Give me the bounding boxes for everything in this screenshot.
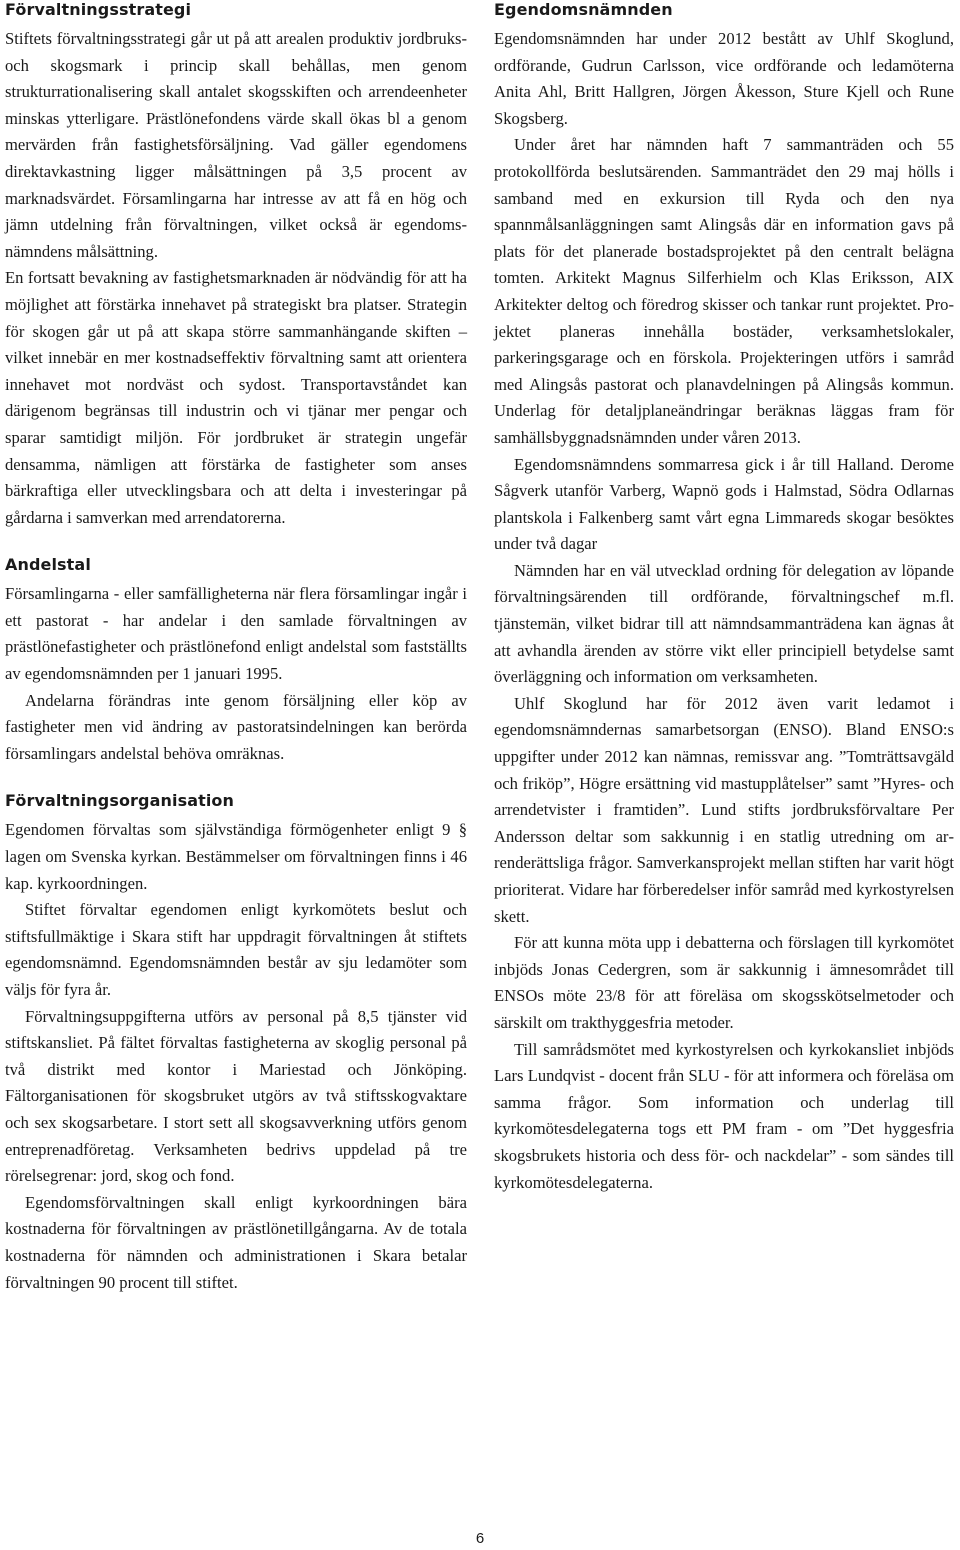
paragraph: Förvaltningsuppgifterna utförs av personal på 8,5 tjänster vid stiftskansliet. På fältet förvaltas fastigheterna av skoglig personal på två distrikt med kontor i Mariestad och Jönköping. Fältorganisationen för skogsbruket utgörs av två stiftsskogvaktare och sex skogsarbetare. I stort sett all skogsavverkning utförs genom entreprenadföretag. Verksamheten bedrivs uppdelad på tre rörelsegrenar: jord, skog och fond.	[5, 1006, 467, 1186]
paragraph: Församlingarna - eller samfälligheterna när flera församlingar ingår i ett pastorat - har andelar i den samlade förvaltningen av prästlönefastigheter och prästlönefond enligt andelstal som fastställts av egendomsnämnden per 1 januari 1995.	[5, 584, 467, 684]
paragraph: Stiftets förvaltningsstrategi går ut på att arealen produktiv jordbruks- och skogsmark i princip skall behållas, men genom strukturrationalisering skall antalet skogsskiften och arrendeenheter minskas ytterligare. Prästlönefondens värde skall ökas bl a genom mervärden från fastighetsförsäljning. Vad gäller egendomens direktavkastning ligger målsättningen på 3,5 procent av marknadsvärdet. Församlingarna har intresse av att få en hög och jämn utdelning från förvaltningen, vilket också är egendomsnämndens målsättning.	[5, 29, 467, 261]
paragraph: En fortsatt bevakning av fastighetsmarknaden är nödvändig för att ha möjlighet att förstärka innehavet på strategiskt bra platser. Strategin för skogen går ut på att skapa större sammanhängande skiften – vilket innebär en mer kostnadseffektiv förvaltning samt att orientera innehavet mot nordväst och sydost. Transportavståndet kan därigenom begränsas till industrin och vi tjänar mer pengar och sparar samtidigt miljön. För jordbruket är strategin ungefär densamma, nämligen att förstärka de fastigheter som anses bärkraftiga eller utvecklingsbara och att delta i investeringar på gårdarna i samverkan med arrendatorerna.	[5, 268, 467, 527]
section-forvaltningsorganisation	[5, 791, 467, 1296]
paragraph: Under året har nämnden haft 7 sammanträden och 55 protokollförda beslutsärenden. Sammanträdet den 29 maj hölls i samband med en exkursion till Ryda och den nya spannmålsanläggningen samt Alingsås där en information gavs på plats för det planerade bostadsprojektet på den centralt belägna tomten. Arkitekt Magnus Silferhielm och Klas Eriksson, AIX Arkitekter deltog och föredrog skisser och tankar runt projektet. Projektet planeras innehålla bostäder, verksamhetslokaler, parkeringsgarage och en förskola. Projekteringen utförs i samråd med Alingsås pastorat och planavdelningen på Alingsås kommun. Underlag för detaljplaneändringar beräknas läggas fram för samhällsbyggnadsnämnden under våren 2013.	[494, 135, 954, 447]
paragraph: Andelarna förändras inte genom försäljning eller köp av fastigheter men vid ändring av pastoratsindelningen kan berörda församlingars andelstal behöva omräknas.	[5, 690, 467, 763]
paragraph: Nämnden har en väl utvecklad ordning för delegation av löpande förvaltningsärenden till ordförande, förvaltningschef m.fl. tjänstemän, vilket bidrar till att nämndsammanträdena kan ägnas åt att avhandla ärenden av större vikt eller principiell betydelse samt överläggning och information om verksamheten.	[494, 560, 954, 687]
section-heading: Egendomsnämnden	[494, 0, 673, 19]
paragraph: Egendomsnämnden har under 2012 bestått av Uhlf Skoglund, ordförande, Gudrun Carlsson, vice ordförande och ledamöterna Anita Ahl, Britt Hallgren, Jörgen Åkesson, Sture Kjell och Rune Skogsberg.	[494, 29, 954, 128]
section-heading: Förvaltningsstrategi	[5, 0, 192, 19]
paragraph: Till samrådsmötet med kyrkostyrelsen och kyrkokansliet inbjöds Lars Lundqvist - docent från SLU - för att informera och föreläsa om samma frågor. Som information och underlag till kyrkomötesdelegaterna togs ett PM fram - om ”Det hyggesfria skogsbrukets historia och dess för- och nackdelar” - som sändes till kyrkomötesdelegaterna.	[494, 1039, 954, 1192]
paragraph: Stiftet förvaltar egendomen enligt kyrkomötets beslut och stiftsfullmäktige i Skara stift har uppdragit förvaltningen åt stiftets egendomsnämnd. Egendomsnämnden består av sju ledamöter som väljs för fyra år.	[5, 900, 467, 999]
right-column	[494, 0, 954, 1220]
section-forvaltningsstrategi	[5, 0, 467, 531]
paragraph: Uhlf Skoglund har för 2012 även varit ledamot i egendomsnämndernas samarbetsorgan (ENSO). Bland ENSO:s uppgifter under 2012 kan nämnas, remissvar ang. ”Tomträttsavgäld och friköp”, Högre ersättning vid mastupplåtelser” samt ”Hyres- och arrendetvister i framtiden”. Lund stifts jordbruksförvaltare Per Andersson deltar som sakkunnig i en statlig utredning om arrenderättsliga frågor. Samverkansprojekt mellan stiften har varit högt prioriterat. Vidare har förberedelser inför samråd med kyrkostyrelsen skett.	[494, 693, 954, 926]
paragraph: För att kunna möta upp i debatterna och förslagen till kyrkomötet inbjöds Jonas Cedergren, som är sakkunnig i ämnesområdet till ENSOs möte 23/8 för att föreläsa om skogsskötselmetoder och särskilt om trakthyggesfria metoder.	[494, 933, 954, 1032]
section-egendomsnamnden	[494, 0, 954, 1196]
section-heading: Förvaltningsorganisation	[5, 791, 235, 811]
left-column	[5, 0, 467, 1320]
paragraph: Egendomsnämndens sommarresa gick i år till Halland. Derome Sågverk utanför Varberg, Wapnö gods i Halmstad, Södra Odlarnas plantskola i Falkenberg samt vårt egna Limmareds skogar besöktes under två dagar	[494, 454, 954, 554]
paragraph: Egendomsförvaltningen skall enligt kyrkoordningen bära kostnaderna för förvaltningen av prästlönetillgångarna. Av de totala kostnaderna för nämnden och administrationen i Skara betalar förvaltningen 90 procent till stiftet.	[5, 1192, 467, 1292]
section-andelstal	[5, 555, 467, 767]
paragraph: Egendomen förvaltas som självständiga förmögenheter enligt 9 § lagen om Svenska kyrkan. Bestämmelser om förvaltningen finns i 46 kap. kyrkoordningen.	[5, 820, 467, 893]
section-heading: Andelstal	[5, 555, 91, 575]
page-number: 6	[475, 1530, 485, 1547]
